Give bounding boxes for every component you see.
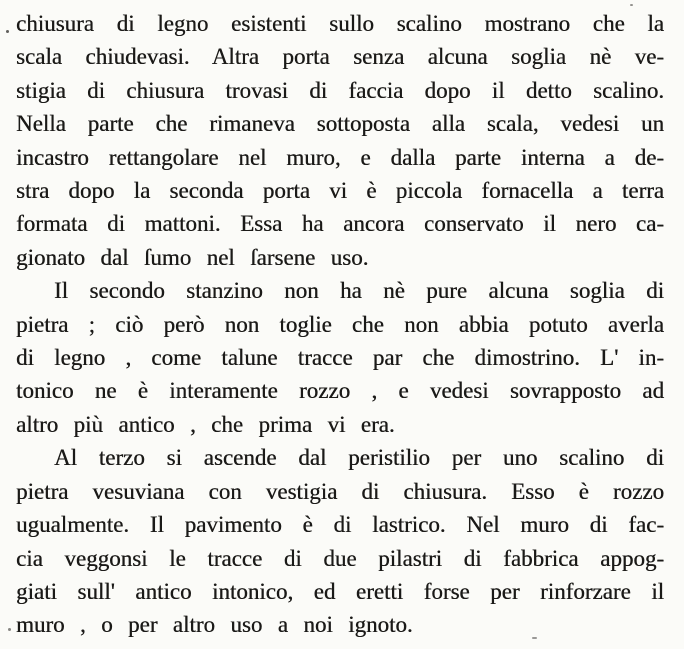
text-line paragraph-end: muro , o per altro uso a noi ignoto. — [16, 612, 413, 638]
text-line paragraph-start: Al terzo si ascende dal peristilio per uno scalino di — [54, 445, 664, 471]
scan-speck — [532, 637, 537, 639]
text-line paragraph-end: gionato dal ſumo nel ſarsene uso. — [16, 244, 369, 270]
text-line paragraph-start: Il secondo stanzino non ha nè pure alcuna soglia di — [54, 278, 664, 304]
text-line: cia veggonsi le tracce di due pilastri di fabbrica appog- — [16, 545, 664, 571]
scan-speck — [8, 628, 11, 631]
text-line: di legno , come talune tracce par che dimostrino. L' in- — [16, 345, 664, 371]
text-line: stra dopo la seconda porta vi è piccola fornacella a terra — [16, 178, 664, 204]
text-line: incastro rettangolare nel muro, e dalla parte interna a de- — [16, 144, 664, 170]
text-line paragraph-end: altro più antico , che prima vi era. — [16, 411, 395, 437]
text-line: giati sull' antico intonico, ed eretti forse per rinforzare il — [16, 578, 664, 604]
text-line: stigia di chiusura trovasi di faccia dopo il detto scalino. — [16, 77, 664, 103]
text-line: pietra ; ciò però non toglie che non abbia potuto averla — [16, 311, 664, 337]
scan-speck — [6, 30, 9, 33]
text-line: Nella parte che rimaneva sottoposta alla scala, vedesi un — [16, 111, 664, 137]
scan-speck — [630, 4, 633, 6]
text-line: pietra vesuviana con vestigia di chiusura. Esso è rozzo — [16, 478, 664, 504]
text-line: chiusura di legno esistenti sullo scalino mostrano che la — [16, 11, 664, 36]
text-line: tonico ne è interamente rozzo , e vedesi sovrapposto ad — [16, 378, 664, 404]
text-line: ugualmente. Il pavimento è di lastrico. Nel muro di fac- — [16, 512, 664, 538]
text-line: scala chiudevasi. Altra porta senza alcuna soglia nè ve- — [16, 44, 664, 70]
text-line: formata di mattoni. Essa ha ancora conservato il nero ca- — [16, 211, 664, 237]
